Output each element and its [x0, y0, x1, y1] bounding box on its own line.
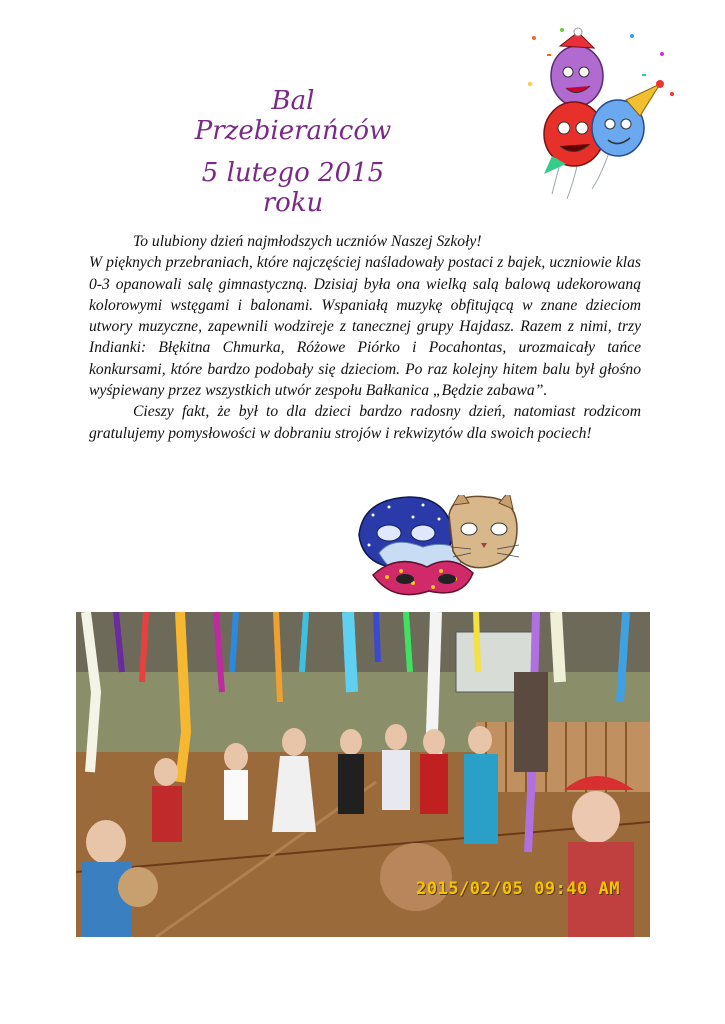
page-title: Bal Przebierańców — [194, 86, 392, 146]
article-body — [89, 231, 641, 444]
balloons-clipart — [522, 24, 682, 204]
event-date: 5 lutego 2015 roku — [201, 158, 385, 218]
paragraph-main: W pięknych przebraniach, które najczęściej naśladowały postaci z bajek, uczniowie klas 0-3 opanowali salę gimnastyczną. Dzisiaj była ona wielką salą balową udekorowaną kolorowymi wstęgami i balonami. Wspaniałą muzykę obfitującą w znane dzieciom utwory muzyczne, zapewnili wodzireje z tanecznej grupy Hajdasz. Razem z nimi, trzy Indianki: Błękitna Chmurka, Różowe Piórko i Pocahontas, urozmaicały tańce konkursami, które bardzo podobały się dzieciom. Po raz kolejny hitem balu był głośno wyśpiewany przez wszystkich utwór zespołu Bałkanica „Będzie zabawa”. — [89, 254, 641, 400]
carnival-masks-clipart — [353, 495, 521, 605]
ball-photo — [76, 612, 650, 937]
paragraph-closing: Cieszy fakt, że był to dla dzieci bardzo radosny dzień, natomiast rodzicom gratulujemy pomysłowości w dobraniu strojów i rekwizytów dla swoich pociech! — [89, 403, 641, 442]
paragraph-intro: To ulubiony dzień najmłodszych uczniów Naszej Szkoły! — [133, 233, 482, 250]
photo-timestamp: 2015/02/05 09:40 AM — [416, 879, 620, 899]
